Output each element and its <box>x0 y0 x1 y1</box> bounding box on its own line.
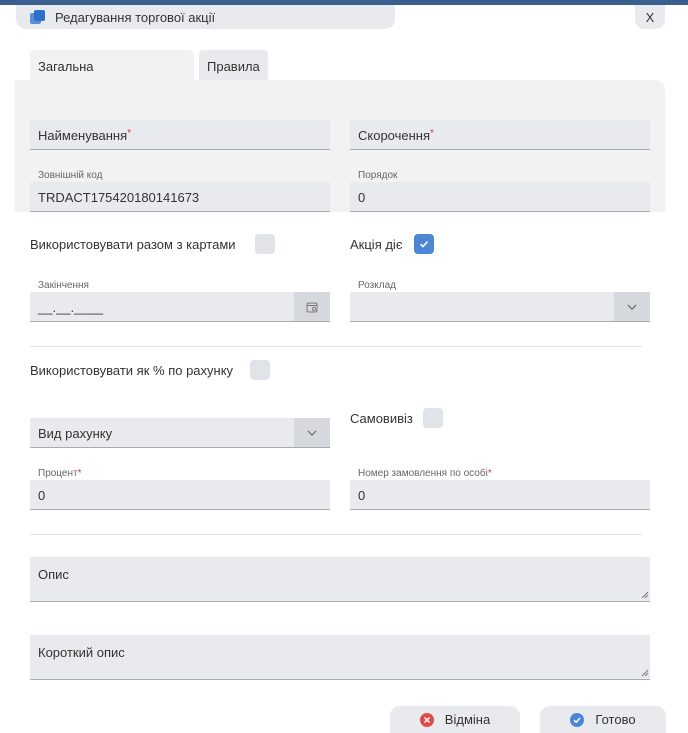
bill-type-placeholder: Вид рахунку <box>38 426 113 441</box>
bill-type-select[interactable] <box>30 418 330 448</box>
name-placeholder: Найменування <box>38 128 128 143</box>
percent-label: Процент* <box>38 468 82 479</box>
section-divider <box>30 534 642 535</box>
dialog-title: Редагування торгової акції <box>55 10 216 25</box>
schedule-label: Розклад <box>358 280 396 291</box>
schedule-select[interactable] <box>350 292 650 322</box>
tab-general[interactable]: Загальна <box>30 50 194 81</box>
use-with-cards-checkbox[interactable] <box>255 234 275 254</box>
self-pickup-label: Самовивіз <box>350 411 413 426</box>
layers-icon <box>30 10 46 24</box>
schedule-dropdown-button[interactable] <box>614 292 650 321</box>
done-button[interactable] <box>540 706 666 733</box>
chevron-down-icon <box>307 430 317 436</box>
external-code-label: Зовнішній код <box>38 170 103 181</box>
self-pickup-checkbox[interactable] <box>423 408 443 428</box>
calendar-icon <box>306 301 318 313</box>
description-placeholder: Опис <box>38 567 69 582</box>
short-name-input[interactable] <box>350 120 650 150</box>
calendar-button[interactable] <box>294 292 330 321</box>
cancel-button[interactable] <box>390 706 520 733</box>
action-active-checkbox[interactable] <box>414 234 434 254</box>
external-code-input[interactable]: TRDACT175420180141673 <box>30 182 330 212</box>
required-mark: * <box>430 128 434 139</box>
section-divider <box>30 346 642 347</box>
end-date-value: __.__.____ <box>38 300 104 315</box>
percent-input[interactable]: 0 <box>30 480 330 510</box>
required-mark: * <box>127 128 132 139</box>
tab-rules[interactable]: Правила <box>199 50 268 80</box>
cancel-label: Відміна <box>444 712 491 727</box>
bill-type-dropdown-button[interactable] <box>294 418 330 447</box>
short-name-placeholder: Скорочення <box>358 128 431 143</box>
end-date-label: Закінчення <box>38 280 89 291</box>
resize-handle-icon[interactable] <box>641 591 649 599</box>
short-description-textarea[interactable] <box>30 635 650 680</box>
use-as-percent-label: Використовувати як % по рахунку <box>30 363 234 378</box>
short-description-placeholder: Короткий опис <box>38 645 125 660</box>
use-with-cards-label: Використовувати разом з картами <box>30 237 236 252</box>
order-input[interactable]: 0 <box>350 182 650 212</box>
check-circle-icon <box>570 713 584 727</box>
order-number-input[interactable]: 0 <box>350 480 650 510</box>
resize-handle-icon[interactable] <box>641 669 649 677</box>
order-number-label: Номер замовлення по особі* <box>358 468 492 479</box>
action-active-label: Акція діє <box>350 237 403 252</box>
use-as-percent-checkbox[interactable] <box>250 360 270 380</box>
check-icon <box>419 239 429 249</box>
chevron-down-icon <box>627 304 637 310</box>
done-label: Готово <box>595 712 636 727</box>
order-label: Порядок <box>358 170 398 181</box>
cancel-icon <box>420 713 434 727</box>
name-input[interactable] <box>30 120 330 150</box>
close-button[interactable]: X <box>635 5 665 29</box>
description-textarea[interactable] <box>30 557 650 602</box>
dialog-title-bar <box>16 5 395 29</box>
end-date-input[interactable] <box>30 292 330 322</box>
